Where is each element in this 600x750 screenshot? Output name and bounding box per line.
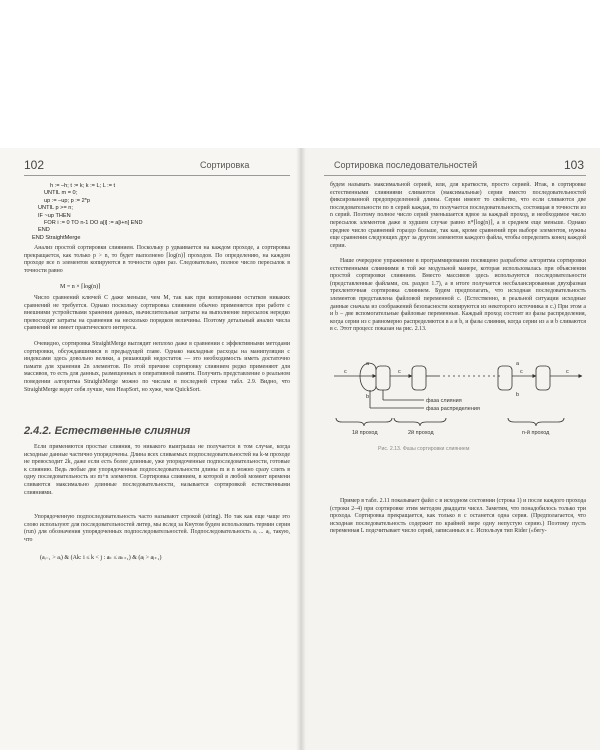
pass-block bbox=[412, 366, 426, 390]
diagram-label: b bbox=[516, 392, 520, 398]
paragraph: Упорядоченную подпоследовательность часто называют строкой (string). Но так как еще чаще это слово используют для последовательностей литер, мы вслед за Кнутом будем использовать термин серия (run) для обозначения упорядоченных подпоследовательностей. Подпоследовательность aᵢ ... aⱼ, такую, что bbox=[24, 514, 290, 543]
phase-merge-label: фаза слияния bbox=[426, 398, 462, 404]
code-line: h := –h; t := k; k := L; L := t bbox=[50, 183, 116, 189]
pass-block bbox=[498, 366, 512, 390]
running-head: Сортировка bbox=[200, 160, 250, 170]
pass-label: 2й проход bbox=[408, 430, 434, 436]
code-line: UNTIL m = 0; bbox=[44, 190, 78, 197]
section-title: 2.4.2. Естественные слияния bbox=[24, 425, 191, 437]
paragraph: Если применяются простые слияния, то никакого выигрыша не получается в том случае, когда исходные данные частично упорядочены. Длина всех сливаемых подпоследовательностей на k-м проходе не превосходит 2k, даже если есть более длинные, уже упорядоченные подпоследовательности, готовые к слиянию. Ведь любые две упорядоченные подпоследовательности длины m и n можно сразу слить в одну последовательность из m+n элементов. Сортировка слиянием, в которой в любой момент времени сливаются максимально длинные последовательности, называется сортировкой естественными слияниями. bbox=[24, 444, 290, 496]
pass-label: n-й проход bbox=[522, 430, 550, 436]
code-line: FOR i := 0 TO n-1 DO a[i] := a[i+n] END bbox=[44, 220, 143, 226]
code-line: IF ~up THEN bbox=[38, 212, 71, 219]
code-line: END bbox=[38, 227, 50, 234]
diagram-label: c bbox=[566, 369, 569, 375]
diagram-label: c bbox=[344, 369, 347, 375]
diagram-label: a bbox=[366, 361, 370, 367]
diagram-label: a bbox=[516, 361, 520, 367]
figure-caption: Рис. 2.13. Фазы сортировки слиянием bbox=[378, 446, 470, 452]
page-number: 103 bbox=[564, 158, 585, 172]
merge-phases-diagram bbox=[330, 356, 586, 444]
brace bbox=[336, 418, 392, 426]
code-line: UNTIL p >= n; bbox=[38, 205, 73, 212]
branch-b bbox=[360, 376, 376, 391]
pass-block bbox=[376, 366, 390, 390]
header-rule bbox=[24, 175, 290, 176]
header-rule bbox=[324, 175, 586, 176]
diagram-label: c bbox=[398, 369, 401, 375]
pass-label: 1й проход bbox=[352, 430, 378, 436]
diagram-label: c bbox=[520, 369, 523, 375]
brace bbox=[394, 418, 446, 426]
paragraph: Число сравнений ключей C даже меньше, чем M, так как при копировании остатков никаких сравнений не требуется. Однако поскольку сортировка слиянием обычно применяется при работе с внешними устройствами хранения данных, вычислительные затраты на выполнение пересылок нередко превосходят затраты на сравнения на несколько порядков величины. Поэтому детальный анализ числа сравнений не имеет практического интереса. bbox=[24, 295, 290, 332]
formula: (aᵢ₋₁ > aᵢ) & (Ak: i ≤ k < j : aₖ ≤ aₖ₊₁) & (aⱼ > aⱼ₊₁) bbox=[40, 555, 162, 561]
running-head: Сортировка последовательностей bbox=[334, 160, 478, 170]
paragraph: Очевидно, сортировка StraightMerge выглядит неплохо даже в сравнении с эффективными методами сортировки, обсуждавшимися в предыдущей главе. Однако накладные расходы на манипуляции с индексами здесь довольно велики, а решающий недостаток — это необходимость иметь достаточно памати для хранения 2n элементов. По этой причине сортировку слиянием редко применяют для массивов, то есть для данных, размещенных в оперативной памяти. Получить представление о реальном поведении алгоритма StraightMerge можно по числам в последней строке табл. 2.9. Видно, что StraightMerge ведет себя лучше, чем HeapSort, но хуже, чем QuickSort. bbox=[24, 341, 290, 393]
book-gutter bbox=[296, 148, 306, 750]
phase-distribution-label: фаза распределения bbox=[426, 406, 480, 412]
code-line: up := –up; p := 2*p bbox=[44, 197, 91, 204]
page-number: 102 bbox=[24, 158, 45, 172]
paragraph: Наше очередное упражнение в программировании посвящено разработке алгоритма сортировки естественными слияниями в той же модульной манере, которая использовалась при объяснении простой сортировки слиянием. Вместо массивов здесь используются последовательности (представленные файлами, см. раздел 1.7), а в итоге получается несбалансированная двухфазная трехленточная сортировка слиянием. Будем предполагать, что исходная последовательность элементов представлена файловой переменной c. (Естественно, в реальной ситуации исходные данные сначала из соображений безопасности копируются из некоторого источника в c.) При этом a и b – две вспомогательные файловые переменные. Каждый проход состоит из фазы распределения, когда серии из c равномерно распределяются в a и b, и фазы слияния, когда серии из a и b сливаются в c. Этот процесс показан на рис. 2.13. bbox=[330, 258, 586, 333]
paragraph: будем называть максимальной серией, или, для краткости, просто серией. Итак, в сортировке естественными слияниями сливаются (максимальные) серии вместо последовательностей фиксированной предопределенной длины. Серии имеют то свойство, что если сливаются две последовательности по n серий каждая, то получается последовательность, состоящая в точности из n серий. Поэтому полное число серий уменьшается вдвое за каждый проход, и необходимое число пересылок элементов даже в худшем случае равно n*⌈log(n)⌉, а в среднем еще меньше. Однако среднее число сравнений гораздо больше, так как, кроме сравнений при выборе элементов, нужны еще сравнения следующих друг за другом элементов каждого файла, чтобы определить конец каждой серии. bbox=[330, 182, 586, 249]
diagram-label: b bbox=[366, 394, 370, 400]
pass-block bbox=[536, 366, 550, 390]
formula: M = n × ⌈log(n)⌉ bbox=[60, 284, 101, 290]
brace bbox=[508, 418, 564, 426]
paragraph: Анализ простой сортировки слиянием. Поскольку p удваивается на каждом проходе, а сортировка прекращается, как только p > n, то будет выполнено ⌈log(n)⌉ проходов. По определению, на каждом проходе все n элементов копируются в точности один раз. Следовательно, полное число пересылок в точности равно bbox=[24, 245, 290, 274]
code-line: END StraightMerge bbox=[32, 234, 81, 241]
paragraph: Пример в табл. 2.11 показывает файл c в исходном состоянии (строка 1) и после каждого прохода (строки 2–4) при сортировке этим методом двадцати чисел. Заметим, что понадобилось только три прохода. Сортировка прекращается, как только в c останется одна серия. (Предполагается, что исходная последовательность содержит по крайней мере одну непустую серию.) Поэтому пусть переменная L подсчитывает число серий, записанных в c. Используя тип Rider («бегу- bbox=[330, 498, 586, 535]
left-page bbox=[0, 148, 300, 750]
right-page bbox=[300, 148, 600, 750]
